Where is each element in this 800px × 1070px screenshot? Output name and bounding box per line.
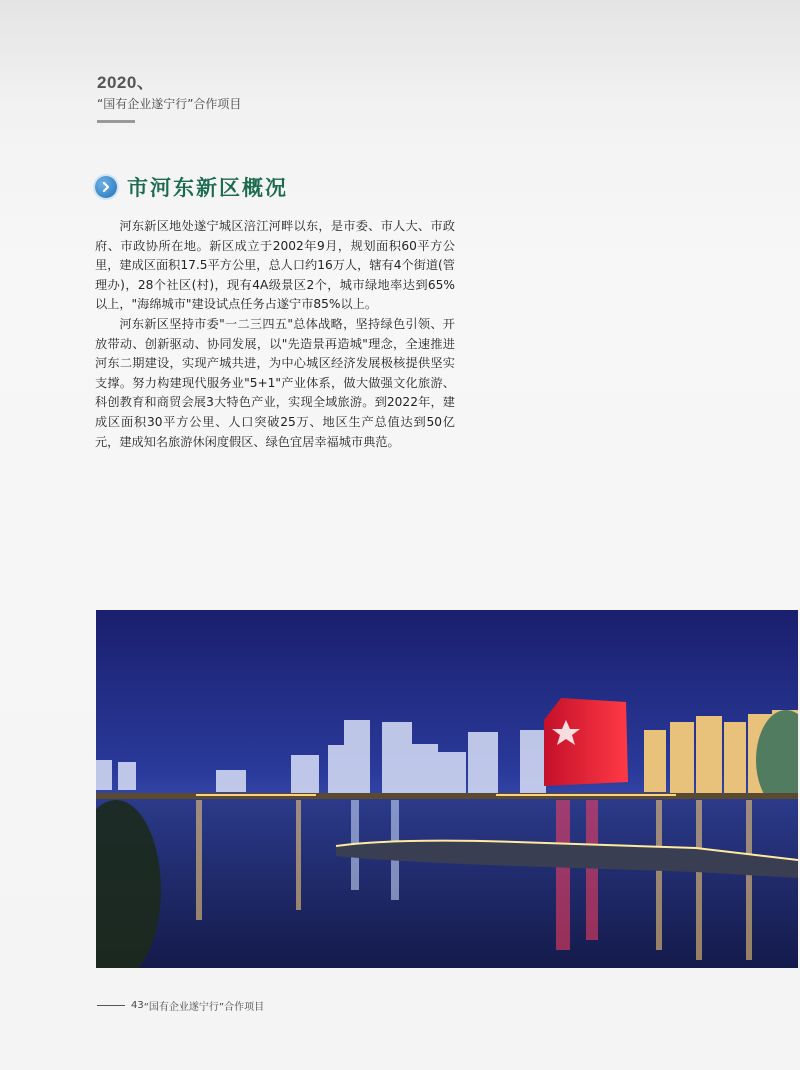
header-subtitle: “国有企业遂宁行”合作项目 xyxy=(97,97,242,111)
footer-label: “国有企业遂宁行”合作项目 xyxy=(143,1002,265,1013)
night-city-photo xyxy=(96,610,798,968)
running-header xyxy=(97,68,241,112)
section-heading xyxy=(95,172,288,202)
header-year: 2020、 xyxy=(97,73,155,92)
page-number: 43 xyxy=(131,1000,144,1011)
paragraph-1: 河东新区地处遂宁城区涪江河畔以东，是市委、市人大、市政府、市政协所在地。新区成立于2002年9月，规划面积60平方公里，建成区面积17.5平方公里，总人口约16万人，辖有4个街道(管理办)，28个社区(村)，现有4A级景区2个，城市绿地率达到65%以上，"海绵城市"建设试点任务占遂宁市85%以上。 xyxy=(95,219,455,312)
article-body xyxy=(95,217,455,452)
paragraph-2: 河东新区坚持市委"一二三四五"总体战略，坚持绿色引领、开放带动、创新驱动、协同发展，以"先造景再造城"理念，全速推进河东二期建设，实现产城共进，为中心城区经济发展极核提供坚实支撑。努力构建现代服务业"5+1"产业体系，做大做强文化旅游、科创教育和商贸会展3大特色产业，实现全域旅游。到2022年，建成区面积30平方公里、人口突破25万、地区生产总值达到50亿元，建成知名旅游休闲度假区、绿色宜居幸福城市典范。 xyxy=(95,316,455,449)
section-title: 市河东新区概况 xyxy=(127,175,288,200)
page-footer xyxy=(97,998,264,1013)
header-divider xyxy=(97,120,135,123)
footer-rule xyxy=(97,1005,125,1006)
chevron-right-icon xyxy=(95,176,117,198)
